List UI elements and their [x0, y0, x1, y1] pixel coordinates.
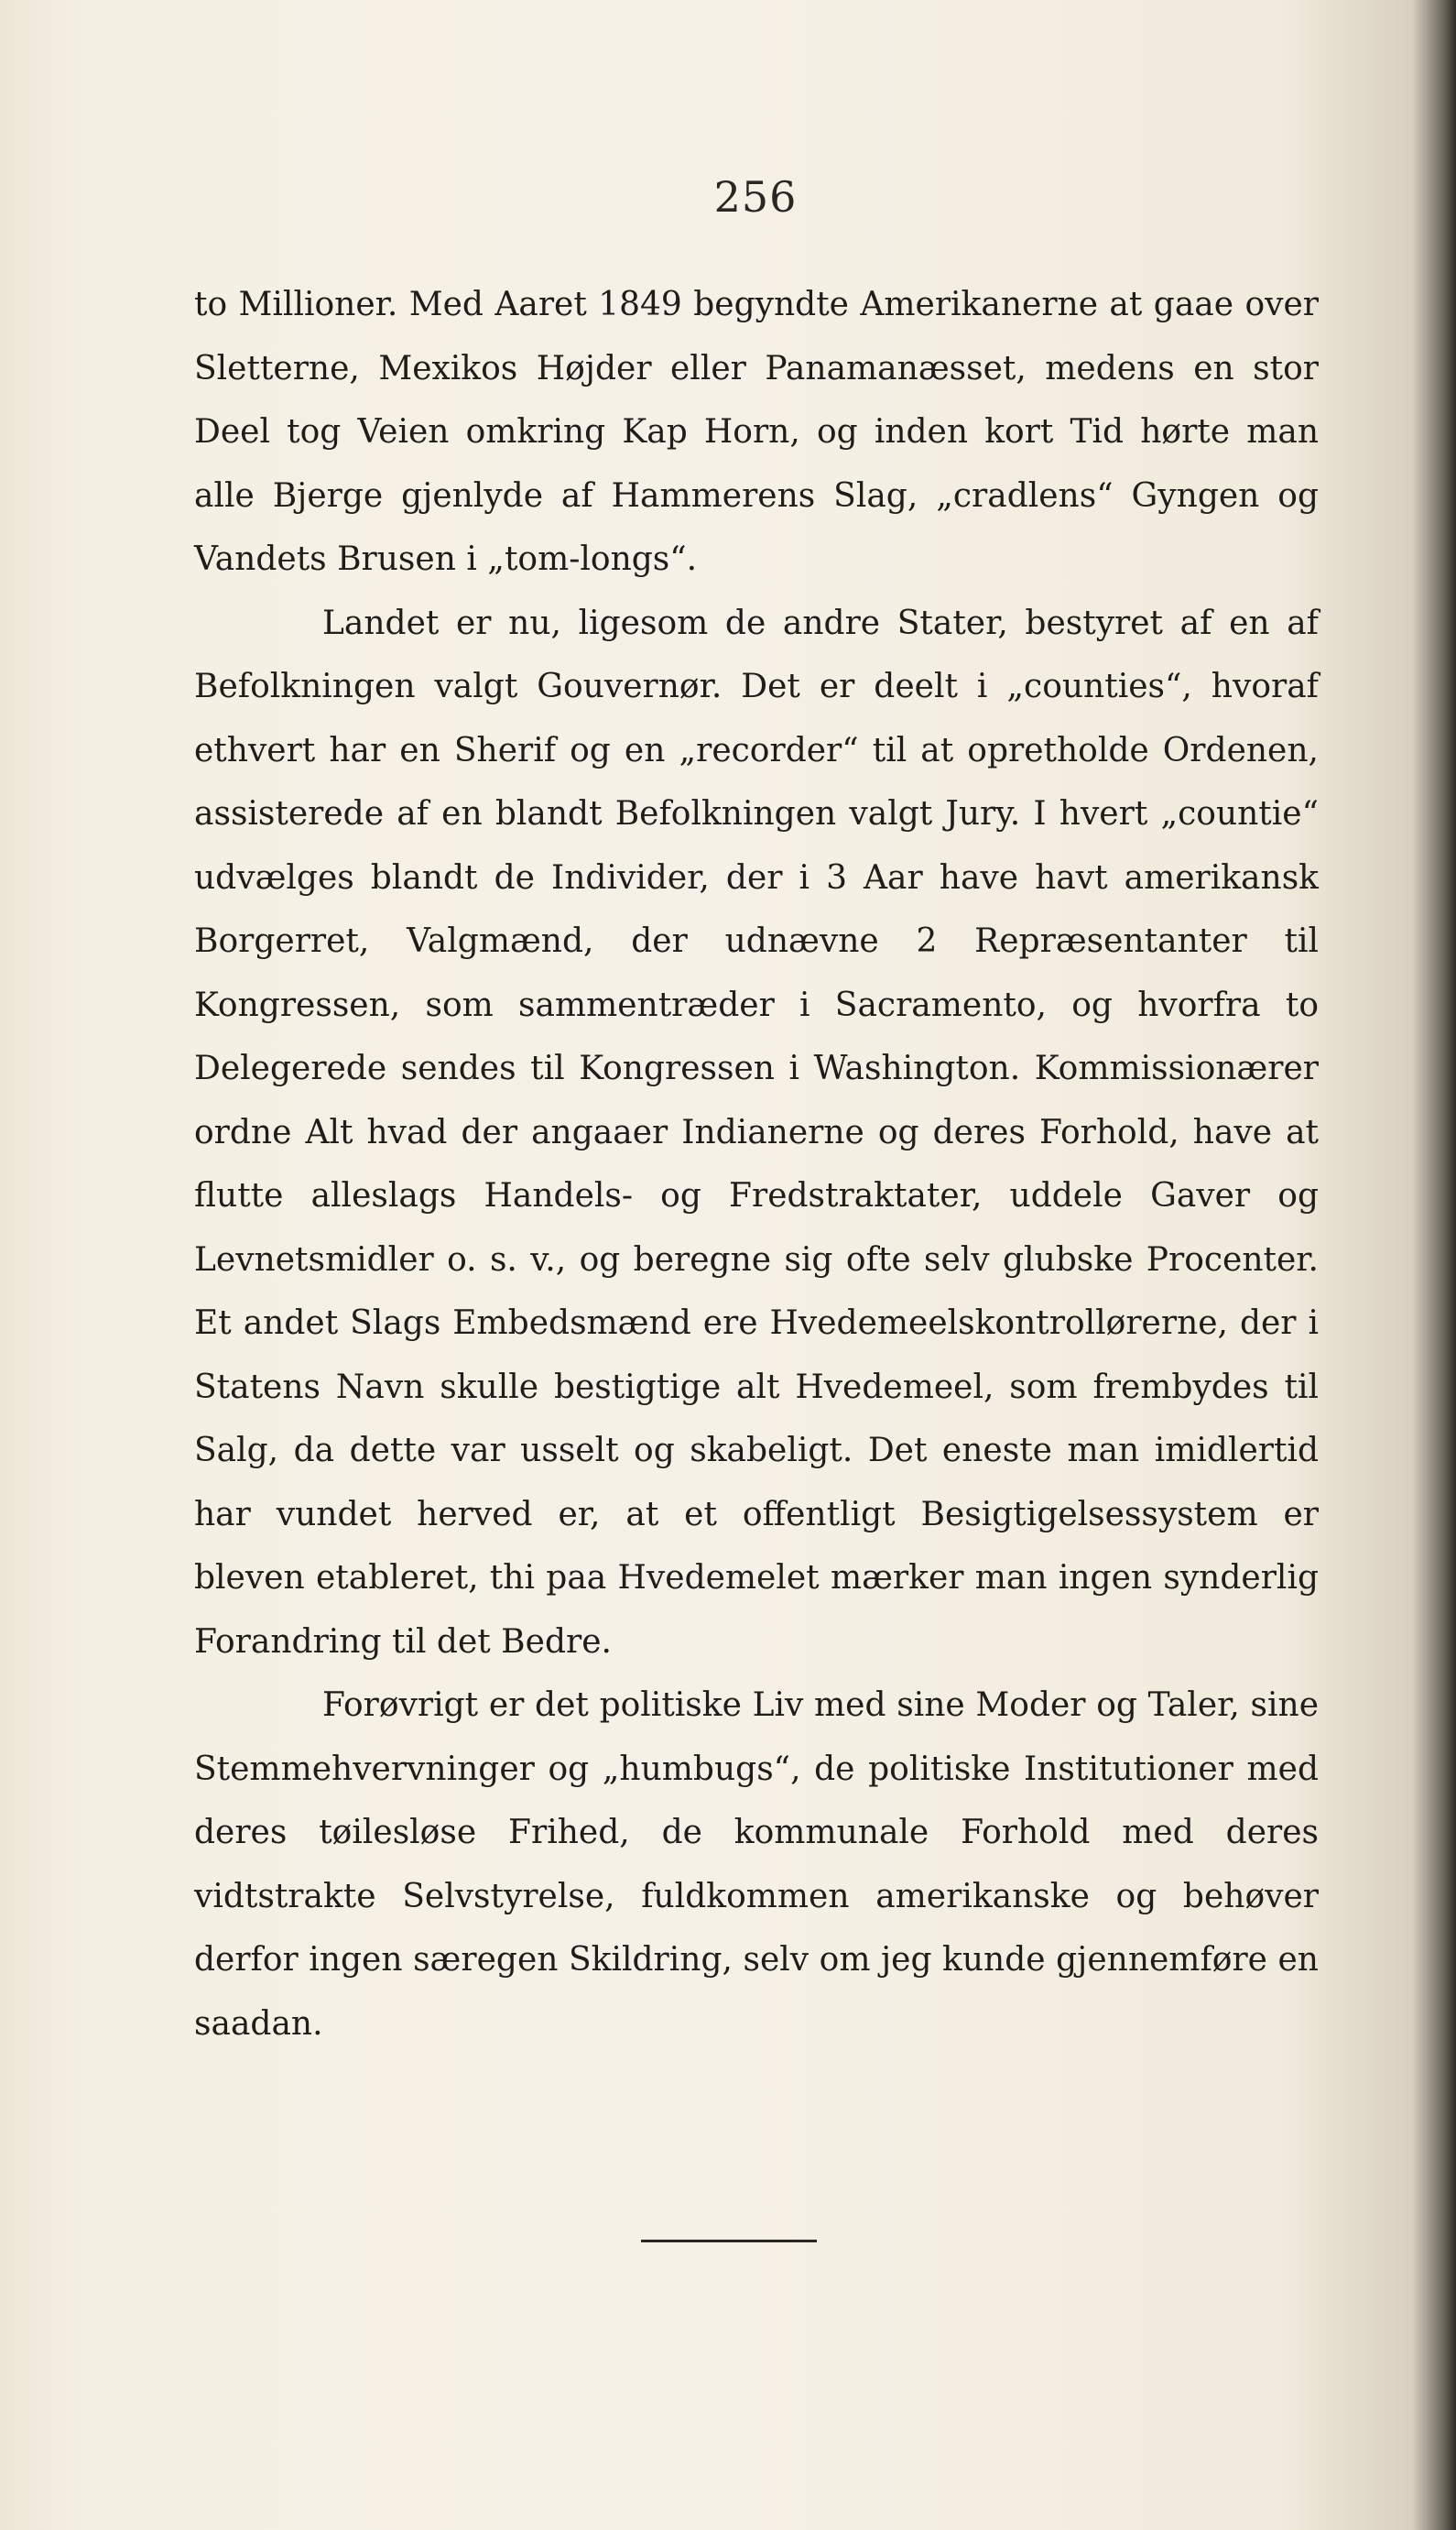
chapter-end-rule [641, 2240, 817, 2242]
page-number: 256 [713, 172, 798, 222]
paragraph-3: Forøvrigt er det politiske Liv med sine Moder og Taler, sine Stemmehvervninger og „humbugs“, de politiske Institutioner med deres tøilesløse Frihed, de kommunale Forhold med deres vidtstrakte Selvstyrelse, fuldkommen amerikanske og behøver derfor ingen særegen Skildring, selv om jeg kunde gjennemføre en saadan. [194, 1686, 1319, 2043]
paragraph-1: to Millioner. Med Aaret 1849 begyndte Amerikanerne at gaae over Sletterne, Mexikos Højder eller Panamanæsset, medens en stor Deel tog Veien omkring Kap Horn, og inden kort Tid hørte man alle Bjerge gjenlyde af Hammerens Slag, „cradlens“ Gyngen og Vandets Brusen i „tom-longs“. [194, 286, 1319, 578]
paragraph-2: Landet er nu, ligesom de andre Stater, bestyret af en af Befolkningen valgt Gouvernør. Det er deelt i „counties“, hvoraf ethvert har en Sherif og en „recorder“ til at opretholde Ordenen, assisterede af en blandt Befolkningen valgt Jury. I hvert „countie“ udvælges blandt de Individer, der i 3 Aar have havt amerikansk Borgerret, Valgmænd, der udnævne 2 Repræsentanter til Kongressen, som sammentræder i Sacramento, og hvorfra to Delegerede sendes til Kongressen i Washington. Kommissionærer ordne Alt hvad der angaaer Indianerne og deres Forhold, have at flutte alleslags Handels- og Fredstraktater, uddele Gaver og Levnetsmidler o. s. v., og beregne sig ofte selv glubske Procenter. Et andet Slags Embedsmænd ere Hvedemeelskontrollørerne, der i Statens Navn skulle bestigtige alt Hvedemeel, som frembydes til Salg, da dette var usselt og skabeligt. Det eneste man imidlertid har vundet herved er, at et offentligt Besigtigelsessystem er bleven etableret, thi paa Hvedemelet mærker man ingen synderlig Forandring til det Bedre. [194, 604, 1319, 1661]
body-text [194, 273, 1319, 2056]
